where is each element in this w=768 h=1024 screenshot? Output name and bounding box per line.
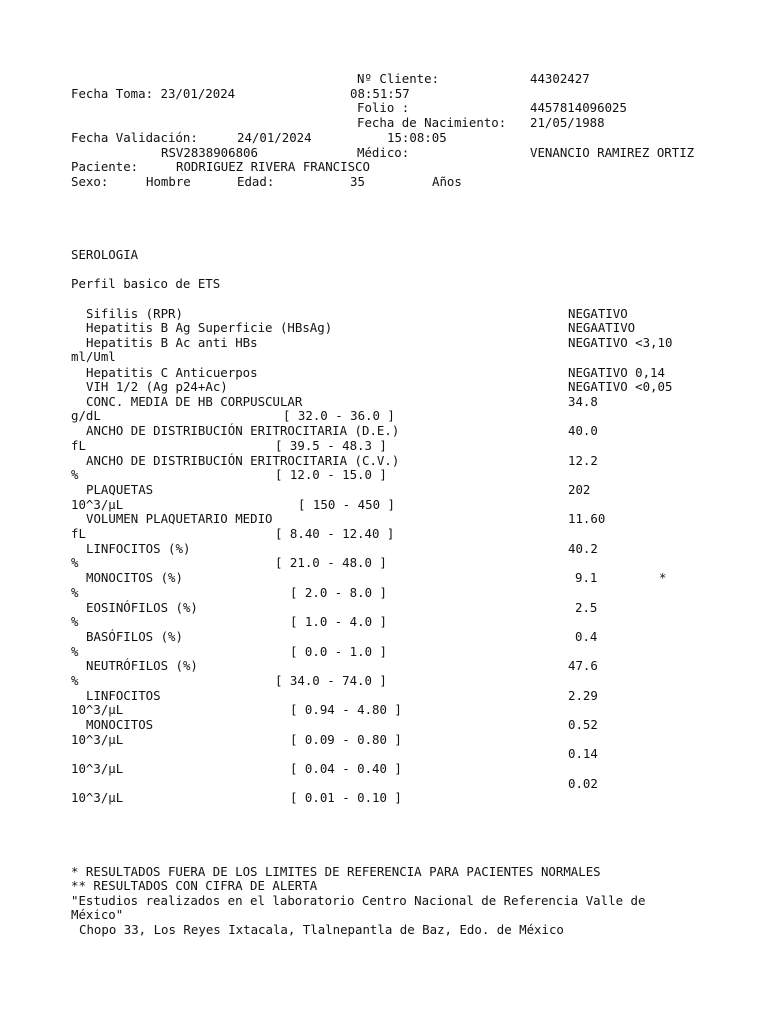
test-name: ANCHO DE DISTRIBUCIÓN ERITROCITARIA (C.V.) bbox=[86, 453, 400, 468]
test-range: [ 0.09 - 0.80 ] bbox=[290, 732, 402, 747]
test-value: 2.5 bbox=[575, 600, 598, 615]
sexo-label: Sexo: bbox=[71, 174, 109, 189]
test-value: 0.52 bbox=[568, 717, 598, 732]
test-name: LINFOCITOS bbox=[86, 688, 161, 703]
test-value: NEGATIVO bbox=[568, 306, 628, 321]
test-name: PLAQUETAS bbox=[86, 482, 154, 497]
test-name: Hepatitis B Ag Superficie (HBsAg) bbox=[86, 320, 333, 335]
test-value: NEGATIVO 0,14 bbox=[568, 365, 665, 380]
test-name: VIH 1/2 (Ag p24+Ac) bbox=[86, 379, 228, 394]
test-unit: % bbox=[71, 644, 79, 659]
footnote-out-of-range: * RESULTADOS FUERA DE LOS LIMITES DE REFERENCIA PARA PACIENTES NORMALES bbox=[71, 864, 601, 879]
test-name: CONC. MEDIA DE HB CORPUSCULAR bbox=[86, 394, 303, 409]
test-range: [ 34.0 - 74.0 ] bbox=[275, 673, 387, 688]
test-name: EOSINÓFILOS (%) bbox=[86, 600, 198, 615]
test-unit: % bbox=[71, 614, 79, 629]
test-value: 40.2 bbox=[568, 541, 598, 556]
test-range: [ 0.01 - 0.10 ] bbox=[290, 790, 402, 805]
folio-label: Folio : bbox=[357, 100, 410, 115]
test-unit: g/dL bbox=[71, 408, 101, 423]
lab-address: Chopo 33, Los Reyes Ixtacala, Tlalnepantla de Baz, Edo. de México bbox=[79, 922, 564, 937]
test-unit: 10^3/µL bbox=[71, 497, 124, 512]
validacion-label: Fecha Validación: bbox=[71, 130, 198, 145]
edad-value: 35 bbox=[350, 174, 365, 189]
validacion-fecha: 24/01/2024 bbox=[237, 130, 312, 145]
test-value: 9.1 bbox=[575, 570, 598, 585]
lab-statement-cont: México" bbox=[71, 907, 124, 922]
test-value: 40.0 bbox=[568, 423, 598, 438]
section-title: SEROLOGIA bbox=[71, 247, 139, 262]
edad-unit: Años bbox=[432, 174, 462, 189]
test-unit: fL bbox=[71, 526, 86, 541]
test-value: 34.8 bbox=[568, 394, 598, 409]
test-unit: % bbox=[71, 467, 79, 482]
hora-toma: 08:51:57 bbox=[350, 86, 410, 101]
folio-value: 4457814096025 bbox=[530, 100, 627, 115]
test-value: 2.29 bbox=[568, 688, 598, 703]
test-range: [ 0.04 - 0.40 ] bbox=[290, 761, 402, 776]
test-name: LINFOCITOS (%) bbox=[86, 541, 191, 556]
rsv-code: RSV2838906806 bbox=[161, 145, 258, 160]
cliente-value: 44302427 bbox=[530, 71, 590, 86]
section-subtitle: Perfil basico de ETS bbox=[71, 276, 221, 291]
out-of-range-flag: * bbox=[659, 570, 667, 585]
footnote-alert: ** RESULTADOS CON CIFRA DE ALERTA bbox=[71, 878, 318, 893]
test-unit: 10^3/µL bbox=[71, 702, 124, 717]
test-unit: % bbox=[71, 673, 79, 688]
test-name: MONOCITOS bbox=[86, 717, 154, 732]
test-range: [ 2.0 - 8.0 ] bbox=[290, 585, 387, 600]
test-range: [ 1.0 - 4.0 ] bbox=[290, 614, 387, 629]
fecha-toma: Fecha Toma: 23/01/2024 bbox=[71, 86, 236, 101]
test-range: [ 21.0 - 48.0 ] bbox=[275, 555, 387, 570]
test-name: BASÓFILOS (%) bbox=[86, 629, 183, 644]
test-value: NEGAATIVO bbox=[568, 320, 636, 335]
test-unit: % bbox=[71, 585, 79, 600]
paciente-label: Paciente: bbox=[71, 159, 139, 174]
test-unit: 10^3/µL bbox=[71, 732, 124, 747]
test-range: [ 150 - 450 ] bbox=[298, 497, 395, 512]
test-value: 202 bbox=[568, 482, 591, 497]
test-value: 47.6 bbox=[568, 658, 598, 673]
paciente-value: RODRIGUEZ RIVERA FRANCISCO bbox=[176, 159, 370, 174]
cliente-label: Nº Cliente: bbox=[357, 71, 440, 86]
test-value: 11.60 bbox=[568, 511, 606, 526]
medico-label: Médico: bbox=[357, 145, 410, 160]
test-unit: fL bbox=[71, 438, 86, 453]
test-unit: 10^3/µL bbox=[71, 790, 124, 805]
test-unit: 10^3/µL bbox=[71, 761, 124, 776]
test-value: 0.02 bbox=[568, 776, 598, 791]
test-unit: % bbox=[71, 555, 79, 570]
sexo-value: Hombre bbox=[146, 174, 191, 189]
test-name: VOLUMEN PLAQUETARIO MEDIO bbox=[86, 511, 273, 526]
test-value: NEGATIVO <3,10 bbox=[568, 335, 673, 350]
test-name: NEUTRÓFILOS (%) bbox=[86, 658, 198, 673]
test-unit: ml/Uml bbox=[71, 349, 116, 364]
test-value: 0.14 bbox=[568, 746, 598, 761]
test-value: 12.2 bbox=[568, 453, 598, 468]
test-name: MONOCITOS (%) bbox=[86, 570, 183, 585]
test-range: [ 0.0 - 1.0 ] bbox=[290, 644, 387, 659]
test-range: [ 39.5 - 48.3 ] bbox=[275, 438, 387, 453]
test-range: [ 12.0 - 15.0 ] bbox=[275, 467, 387, 482]
test-name: Sifilis (RPR) bbox=[86, 306, 183, 321]
medico-value: VENANCIO RAMIREZ ORTIZ bbox=[530, 145, 695, 160]
test-value: NEGATIVO <0,05 bbox=[568, 379, 673, 394]
nacimiento-value: 21/05/1988 bbox=[530, 115, 605, 130]
test-name: Hepatitis B Ac anti HBs bbox=[86, 335, 258, 350]
test-range: [ 0.94 - 4.80 ] bbox=[290, 702, 402, 717]
test-range: [ 8.40 - 12.40 ] bbox=[275, 526, 395, 541]
test-range: [ 32.0 - 36.0 ] bbox=[283, 408, 395, 423]
test-name: Hepatitis C Anticuerpos bbox=[86, 365, 258, 380]
test-value: 0.4 bbox=[575, 629, 598, 644]
lab-statement: "Estudios realizados en el laboratorio Centro Nacional de Referencia Valle de bbox=[71, 893, 646, 908]
nacimiento-label: Fecha de Nacimiento: bbox=[357, 115, 507, 130]
test-name: ANCHO DE DISTRIBUCIÓN ERITROCITARIA (D.E.) bbox=[86, 423, 400, 438]
edad-label: Edad: bbox=[237, 174, 275, 189]
validacion-hora: 15:08:05 bbox=[387, 130, 447, 145]
